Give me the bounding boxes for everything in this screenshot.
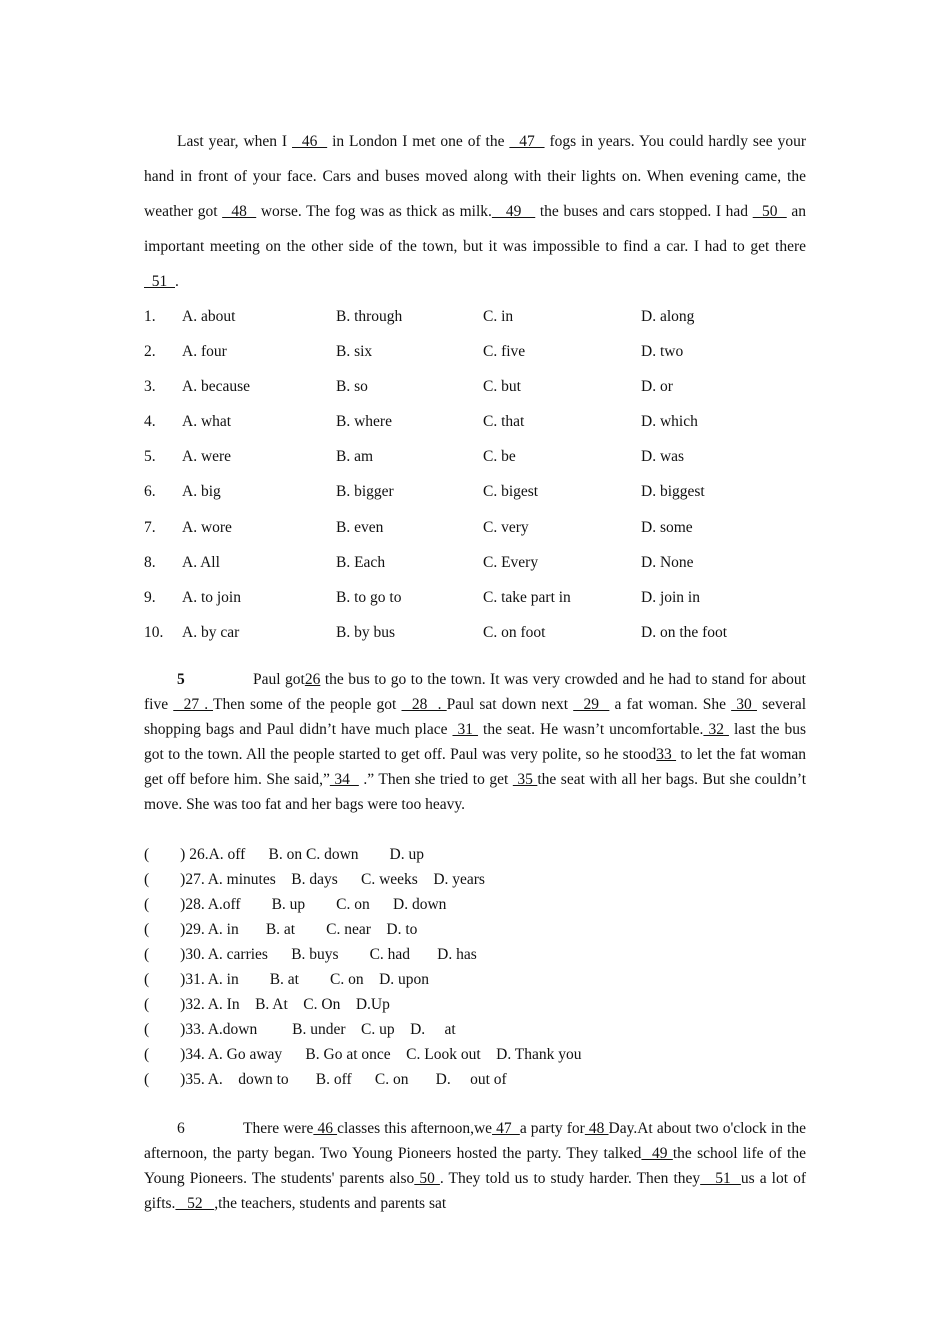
blank-49: 49 <box>641 1145 673 1162</box>
option-row <box>144 369 844 404</box>
question-number: 6. <box>144 483 156 501</box>
option-b: B. so <box>336 378 368 396</box>
passage-text: fogs in years. You could hardly see your hand in front of your face. Cars and buses moved along with their lights on. When evening came, the weather got <box>144 133 806 220</box>
question-number: 7. <box>144 518 156 536</box>
passage-2-questions <box>144 842 806 1092</box>
question-row: ( )30. A. carries B. buys C. had D. has <box>144 946 477 963</box>
option-c: C. on foot <box>483 623 546 641</box>
blank-48: 48 <box>222 203 257 220</box>
passage-1 <box>144 124 806 299</box>
option-row <box>144 615 844 650</box>
blank-31: 31 <box>452 721 479 738</box>
option-b: B. to go to <box>336 588 402 606</box>
passage-text: classes this afternoon,we <box>337 1120 493 1137</box>
passage-text: the seat. He wasn’t uncomfortable. <box>478 721 704 738</box>
option-b: B. Each <box>336 553 386 571</box>
blank-35: 35 <box>512 771 538 788</box>
blank-46: 46 <box>313 1120 338 1137</box>
option-d: D. join in <box>641 588 700 606</box>
passage-text: the seat with all her bags. But she couldn’t move. She was too fat and her bags were too heavy. <box>144 771 807 813</box>
option-a: A. wore <box>182 518 232 536</box>
blank-46: 46 <box>292 133 328 150</box>
option-a: A. four <box>182 343 227 361</box>
option-row <box>144 404 844 439</box>
option-row <box>144 474 844 509</box>
option-a: A. about <box>182 308 236 325</box>
option-c: C. very <box>483 518 529 536</box>
passage-text: in London I met one of the <box>327 133 510 150</box>
option-a: A. were <box>182 448 232 466</box>
option-b: B. through <box>336 308 403 325</box>
option-c: C. that <box>483 413 525 431</box>
option-d: D. two <box>641 343 684 361</box>
option-row <box>144 545 844 580</box>
option-a: A. All <box>182 553 220 571</box>
blank-27: 27 . <box>173 696 213 713</box>
blank-51: 51 <box>700 1170 741 1187</box>
question-number: 10. <box>144 623 164 641</box>
option-d: D. or <box>641 378 673 396</box>
passage-text: the school life of the Young Pioneers. The students' parents also <box>144 1145 806 1187</box>
option-a: A. because <box>182 378 250 396</box>
option-c: C. in <box>483 308 514 325</box>
question-row: ( )31. A. in B. at C. on D. upon <box>144 971 430 988</box>
passage-text: to let the fat woman get off before him. She said,” <box>144 746 807 788</box>
question-number: 2. <box>144 343 156 361</box>
passage-text: the buses and cars stopped. I had <box>535 203 753 220</box>
question-row: ( )28. A.off B. up C. on D. down <box>144 896 447 913</box>
passage-text: Paul sat down next <box>446 696 574 713</box>
passage-text: several shopping bags and Paul didn’t have much place <box>144 696 807 738</box>
option-d: D. which <box>641 413 698 431</box>
question-number: 8. <box>144 553 156 571</box>
blank-48: 48 <box>584 1120 609 1137</box>
passage-text: Paul got <box>253 671 305 688</box>
option-row <box>144 510 844 545</box>
option-d: D. biggest <box>641 483 705 501</box>
question-number: 3. <box>144 378 156 396</box>
blank-26: 26 <box>304 671 321 688</box>
option-d: D. was <box>641 448 685 466</box>
passage-text: .” Then she tried to get <box>358 771 513 788</box>
section-number: 6 <box>177 1120 185 1137</box>
option-c: C. bigest <box>483 483 539 501</box>
option-c: C. but <box>483 378 521 396</box>
option-c: C. Every <box>483 553 539 571</box>
option-row <box>144 439 844 474</box>
blank-32: 32 <box>703 721 729 738</box>
passage-text: a party for <box>519 1120 585 1137</box>
blank-52: 52 <box>175 1195 215 1212</box>
blank-49: 49 <box>491 203 536 220</box>
question-number: 5. <box>144 448 156 466</box>
question-number: 1. <box>144 308 156 325</box>
option-b: B. where <box>336 413 392 431</box>
option-a: A. by car <box>182 623 240 641</box>
passage-text: worse. The fog was as thick as milk. <box>256 203 492 220</box>
passage-text: There were <box>243 1120 314 1137</box>
question-row: ( )35. A. down to B. off C. on D. out of <box>144 1071 507 1088</box>
blank-50: 50 <box>752 203 787 220</box>
option-row <box>144 299 844 334</box>
question-row: ( )32. A. In B. At C. On D.Up <box>144 996 390 1013</box>
question-row: ( ) 26.A. off B. on C. down D. up <box>144 846 424 863</box>
option-b: B. bigger <box>336 483 394 501</box>
question-row: ( )34. A. Go away B. Go at once C. Look out D. Thank you <box>144 1046 582 1063</box>
blank-29: 29 <box>573 696 610 713</box>
passage-text: . They told us to study harder. Then they <box>439 1170 701 1187</box>
question-number: 4. <box>144 413 156 431</box>
passage-text: Then some of the people got <box>213 696 402 713</box>
blank-33: 33 <box>656 746 677 763</box>
section-number: 5 <box>177 671 185 688</box>
blank-51: 51 <box>144 273 175 290</box>
passage-text: an important meeting on the other side of the town, but it was impossible to find a car. I had to get there <box>144 203 807 255</box>
passage-text: us a lot of gifts. <box>144 1170 807 1212</box>
blank-50: 50 <box>414 1170 440 1187</box>
option-d: D. some <box>641 518 693 536</box>
passage-text: Last year, when I <box>177 133 293 150</box>
passage-text: a fat woman. She <box>609 696 732 713</box>
blank-28: 28 . <box>401 696 447 713</box>
blank-47: 47 <box>492 1120 520 1137</box>
option-d: D. along <box>641 308 695 325</box>
passage-text: the bus to go to the town. It was very crowded and he had to stand for about five <box>144 671 806 713</box>
passage-3 <box>144 1116 806 1216</box>
option-d: D. None <box>641 553 694 571</box>
option-d: D. on the foot <box>641 623 728 641</box>
option-row <box>144 580 844 615</box>
option-b: B. even <box>336 518 384 536</box>
option-a: A. what <box>182 413 232 431</box>
option-row <box>144 334 844 369</box>
option-b: B. six <box>336 343 373 361</box>
option-c: C. be <box>483 448 516 466</box>
passage-text: ,the teachers, students and parents sat <box>214 1195 447 1212</box>
passage-text: . <box>175 273 179 290</box>
question-number: 9. <box>144 588 156 606</box>
question-row: ( )33. A.down B. under C. up D. at <box>144 1021 456 1038</box>
question-row: ( )27. A. minutes B. days C. weeks D. years <box>144 871 485 888</box>
option-b: B. am <box>336 448 374 466</box>
passage-1-options <box>144 299 844 650</box>
question-row: ( )29. A. in B. at C. near D. to <box>144 921 418 938</box>
option-a: A. to join <box>182 588 241 606</box>
option-b: B. by bus <box>336 623 395 641</box>
passage-2 <box>144 667 806 817</box>
passage-text: Day.At about two o'clock in the afternoon, the party began. Two Young Pioneers hosted the party. They talked <box>144 1120 806 1162</box>
blank-47: 47 <box>509 133 545 150</box>
option-c: C. five <box>483 343 526 361</box>
option-a: A. big <box>182 483 221 501</box>
blank-30: 30 <box>731 696 757 713</box>
passage-text: last the bus got to the town. All the people started to get off. Paul was very polite, so he stood <box>144 721 807 763</box>
option-c: C. take part in <box>483 588 571 606</box>
blank-34: 34 <box>329 771 359 788</box>
